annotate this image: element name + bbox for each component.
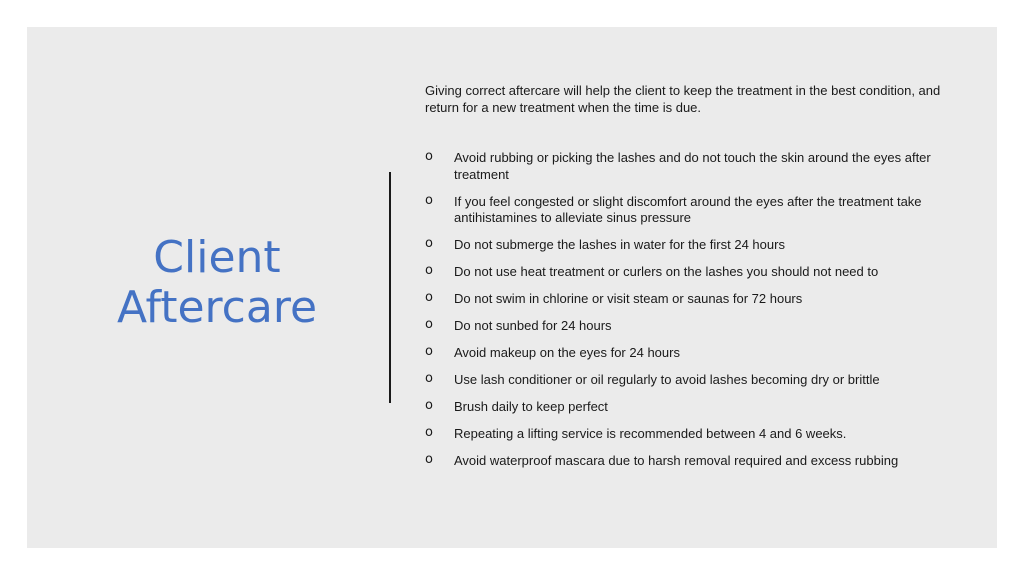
intro-paragraph: Giving correct aftercare will help the client to keep the treatment in the best condition, and return for a new treatment when the time is due. — [425, 83, 941, 115]
list-item — [425, 318, 945, 335]
bullet-icon: o — [425, 236, 433, 251]
list-item-text: Repeating a lifting service is recommended between 4 and 6 weeks. — [454, 426, 847, 441]
slide — [27, 27, 997, 548]
list-item-text: If you feel congested or slight discomfort around the eyes after the treatment take antihistamines to alleviate sinus pressure — [454, 193, 922, 225]
list-item-text: Do not submerge the lashes in water for the first 24 hours — [454, 237, 785, 252]
bullet-icon: o — [425, 344, 433, 359]
list-item-text: Do not swim in chlorine or visit steam or saunas for 72 hours — [454, 291, 803, 306]
list-item-text: Brush daily to keep perfect — [454, 399, 608, 414]
bullet-icon: o — [425, 317, 433, 332]
bullet-icon: o — [425, 371, 433, 386]
bullet-icon: o — [425, 452, 433, 467]
list-item — [425, 453, 945, 470]
list-item — [425, 237, 945, 254]
list-item — [425, 372, 945, 389]
list-item-text: Do not sunbed for 24 hours — [454, 318, 612, 333]
bullet-icon: o — [425, 290, 433, 305]
bullet-icon: o — [425, 425, 433, 440]
list-item-text: Avoid rubbing or picking the lashes and do not touch the skin around the eyes after treatment — [454, 150, 931, 182]
list-item-text: Use lash conditioner or oil regularly to avoid lashes becoming dry or brittle — [454, 372, 880, 387]
list-item — [425, 291, 945, 308]
aftercare-list — [425, 150, 945, 470]
bullet-icon: o — [425, 398, 433, 413]
list-item-text: Do not use heat treatment or curlers on the lashes you should not need to — [454, 264, 879, 279]
list-item — [425, 264, 945, 281]
slide-content — [425, 83, 945, 480]
vertical-divider — [389, 172, 391, 403]
list-item-text: Avoid makeup on the eyes for 24 hours — [454, 345, 680, 360]
list-item — [425, 194, 945, 227]
bullet-icon: o — [425, 149, 433, 164]
slide-title: Client Aftercare — [116, 232, 318, 333]
list-item-text: Avoid waterproof mascara due to harsh removal required and excess rubbing — [454, 453, 899, 468]
list-item — [425, 150, 945, 183]
list-item — [425, 426, 945, 443]
list-item — [425, 399, 945, 416]
bullet-icon: o — [425, 263, 433, 278]
bullet-icon: o — [425, 192, 433, 208]
list-item — [425, 345, 945, 362]
